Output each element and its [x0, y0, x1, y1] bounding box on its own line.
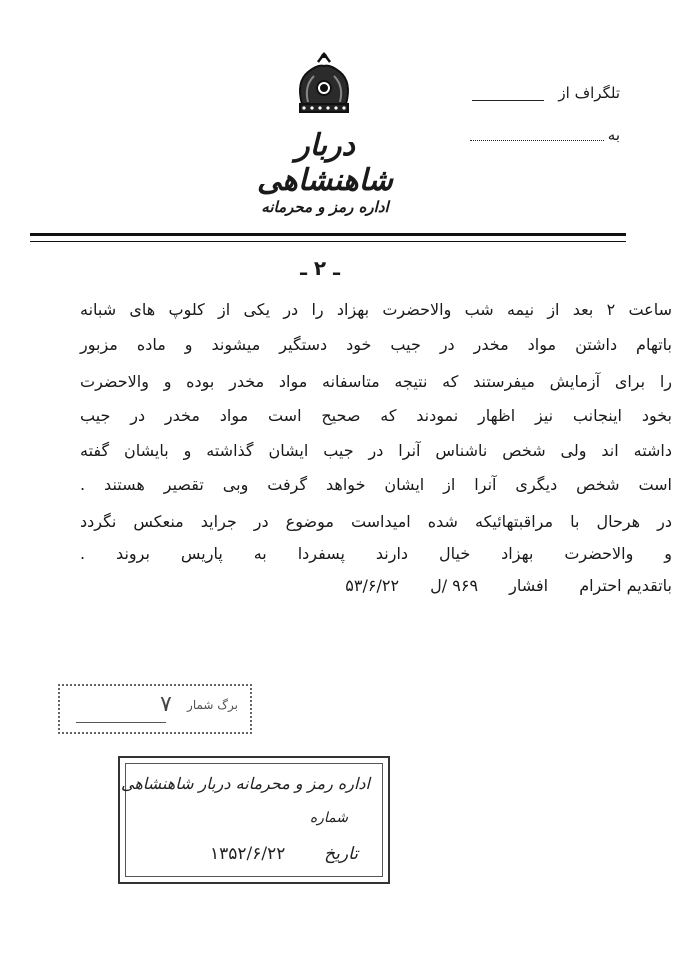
registry-stamp-number-label: شماره	[309, 810, 348, 826]
office-name: اداره رمز و محرمانه	[261, 198, 389, 216]
body-line: بخود اینجانب نیز اظهار نمودند که صحیح است مواد مخدر در جیب	[80, 406, 672, 425]
closing-text: باتقدیم احترام	[579, 576, 672, 595]
closing-line	[80, 576, 672, 595]
sheet-count-stamp	[58, 684, 252, 734]
court-title: دربار شاهنشاهی	[257, 128, 393, 198]
sheet-count-line	[76, 722, 166, 723]
letter-date: ۵۳/۶/۲۲	[345, 576, 400, 595]
reference-number: ۹۶۹ /ل	[430, 576, 479, 595]
body-line: و والاحضرت بهزاد خیال دارند پسفردا به پاریس بروند .	[80, 544, 672, 563]
body-line: ساعت ۲ بعد از نیمه شب والاحضرت بهزاد را در یکی از کلوپ های شبانه	[80, 300, 673, 319]
telegram-from-label: تلگراف از	[558, 84, 620, 102]
royal-crown-emblem	[288, 52, 360, 122]
body-line: داشته اند ولی شخص ناشناس آنرا در جیب ایشان گذاشته و بایشان گفته	[80, 441, 672, 460]
registry-stamp-date-label: تاریخ	[324, 844, 358, 864]
sheet-count-number: ۷	[160, 692, 172, 717]
sheet-count-label: برگ شمار	[187, 698, 238, 712]
telegram-from-line	[472, 100, 544, 101]
header-divider	[30, 233, 626, 242]
registry-stamp	[118, 756, 390, 884]
registry-stamp-office: اداره رمز و محرمانه دربار شاهنشاهی	[121, 774, 370, 793]
to-line	[470, 140, 604, 141]
registry-stamp-date: ۱۳۵۲/۶/۲۲	[210, 844, 286, 864]
signature: افشار	[509, 576, 549, 595]
body-line: را برای آزمایش میفرستند که نتیجه متاسفانه مواد مخدر بوده و والاحضرت	[80, 372, 672, 391]
body-line: باتهام داشتن مواد مخدر در جیب خود دستگیر میشوند و ماده مزبور	[80, 335, 672, 354]
page-number: ـ ۲ ـ	[300, 256, 340, 280]
body-line: در هرحال با مراقبتهائیکه شده امیداست موضوع در جراید منعکس نگردد	[80, 512, 672, 531]
to-label: به	[607, 126, 620, 144]
body-line: است شخص دیگری آنرا از ایشان خواهد گرفت وبی تقصیر هستند .	[80, 475, 672, 494]
